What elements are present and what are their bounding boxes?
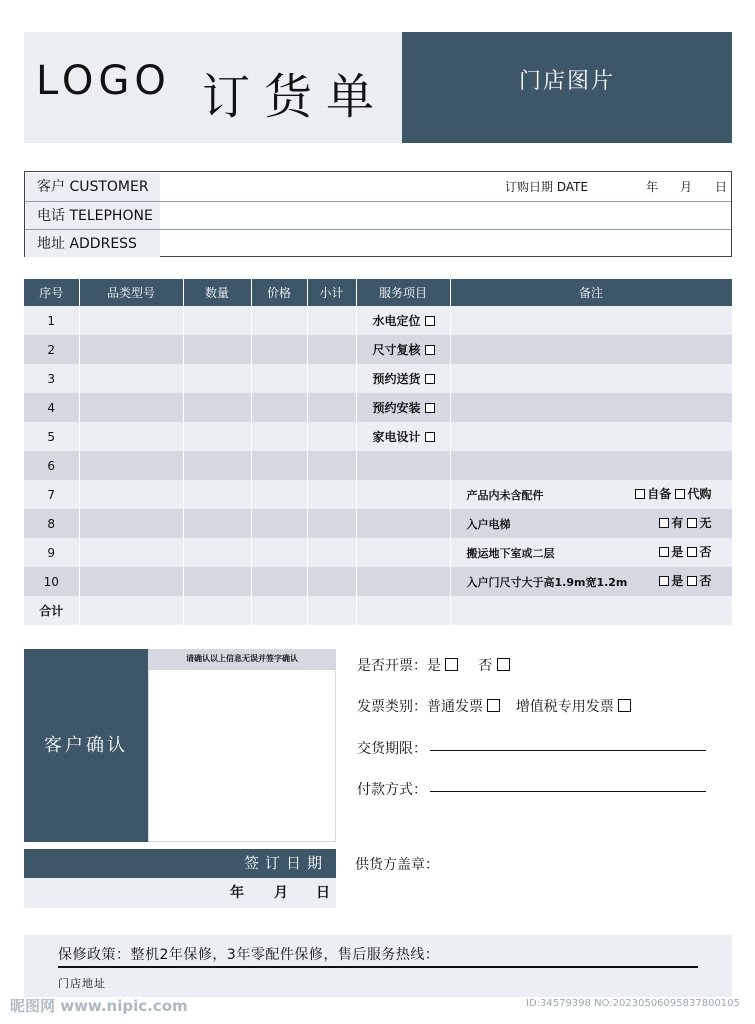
note-label: 入户电梯 — [466, 517, 511, 531]
service-cell — [356, 422, 450, 451]
page-title: 订货单 — [202, 69, 389, 125]
invoice-question — [357, 655, 512, 675]
total-cell[interactable] — [450, 596, 732, 625]
model-cell[interactable] — [79, 509, 183, 538]
row-no: 6 — [24, 451, 79, 480]
table-row — [24, 480, 732, 509]
service-cell — [356, 364, 450, 393]
order-date-label: 签订日期 — [24, 849, 336, 878]
qty-cell[interactable] — [183, 567, 251, 596]
checkbox[interactable] — [425, 403, 435, 413]
model-cell[interactable] — [79, 335, 183, 364]
price-cell[interactable] — [251, 306, 307, 335]
col-header-no: 序号 — [24, 279, 79, 306]
table-row — [24, 567, 732, 596]
row-no: 8 — [24, 509, 79, 538]
signature-box[interactable] — [148, 669, 336, 842]
qty-cell[interactable] — [183, 422, 251, 451]
note-cell[interactable] — [450, 306, 732, 335]
option-label: 是 — [671, 545, 684, 559]
note-cell[interactable] — [450, 422, 732, 451]
service-label: 尺寸复核 — [372, 343, 421, 357]
qty-cell[interactable] — [183, 538, 251, 567]
table-row — [24, 335, 732, 364]
table-row — [24, 509, 732, 538]
model-cell[interactable] — [79, 306, 183, 335]
row-no: 9 — [24, 538, 79, 567]
delivery-field[interactable] — [430, 750, 706, 751]
warranty-text: 保修政策：整机2年保修，3年零配件保修，售后服务热线： — [58, 947, 440, 963]
row-no: 4 — [24, 393, 79, 422]
total-cell[interactable] — [356, 596, 450, 625]
note-cell — [450, 509, 732, 538]
subtotal-cell[interactable] — [307, 538, 356, 567]
service-cell[interactable] — [356, 509, 450, 538]
invoice-no-label: 否 — [478, 658, 493, 674]
price-cell[interactable] — [251, 538, 307, 567]
table-header — [24, 279, 732, 306]
option-label: 无 — [699, 516, 712, 530]
checkbox[interactable] — [675, 489, 685, 499]
service-cell — [356, 393, 450, 422]
address-row[interactable] — [25, 229, 731, 257]
row-no: 2 — [24, 335, 79, 364]
table-row — [24, 393, 732, 422]
subtotal-cell[interactable] — [307, 306, 356, 335]
service-label: 预约安装 — [372, 401, 421, 415]
service-cell[interactable] — [356, 567, 450, 596]
invoice-type-label: 发票类别：普通发票 — [357, 699, 483, 715]
payment-label: 付款方式： — [357, 782, 427, 798]
checkbox[interactable] — [687, 576, 697, 586]
total-cell[interactable] — [251, 596, 307, 625]
option-label: 代购 — [687, 487, 712, 501]
table-row — [24, 364, 732, 393]
qty-cell[interactable] — [183, 393, 251, 422]
logo: LOGO — [36, 58, 171, 104]
option-label: 有 — [671, 516, 684, 530]
seal-label: 供货方盖章： — [355, 857, 439, 873]
subtotal-cell[interactable] — [307, 567, 356, 596]
qty-cell[interactable] — [183, 509, 251, 538]
footer-divider — [58, 966, 698, 968]
subtotal-cell[interactable] — [307, 480, 356, 509]
checkbox[interactable] — [659, 547, 669, 557]
date-year: 年 — [646, 180, 659, 194]
service-cell[interactable] — [356, 480, 450, 509]
checkbox[interactable] — [445, 658, 458, 671]
total-row — [24, 596, 732, 625]
row-no: 7 — [24, 480, 79, 509]
table-row — [24, 422, 732, 451]
col-header-model: 品类型号 — [79, 279, 183, 306]
note-cell[interactable] — [450, 335, 732, 364]
model-cell[interactable] — [79, 393, 183, 422]
row-no: 3 — [24, 364, 79, 393]
service-label: 预约送货 — [372, 372, 421, 386]
qty-cell[interactable] — [183, 451, 251, 480]
table-row — [24, 451, 732, 480]
subtotal-cell[interactable] — [307, 509, 356, 538]
service-cell[interactable] — [356, 451, 450, 480]
table-row — [24, 538, 732, 567]
customer-label: 客户 CUSTOMER — [25, 173, 160, 201]
customer-info-box — [24, 171, 732, 257]
option-label: 是 — [671, 574, 684, 588]
order-date-label: 订购日期 DATE — [505, 180, 589, 194]
sign-year: 年 — [230, 885, 244, 901]
qty-cell[interactable] — [183, 335, 251, 364]
note-cell[interactable] — [450, 364, 732, 393]
table-row — [24, 306, 732, 335]
checkbox[interactable] — [659, 576, 669, 586]
watermark-id: ID:34579398 NO:20230506095837800105 — [526, 998, 740, 1009]
sign-month: 月 — [274, 885, 288, 901]
service-cell[interactable] — [356, 538, 450, 567]
checkbox[interactable] — [687, 547, 697, 557]
price-cell[interactable] — [251, 335, 307, 364]
invoice-yes-label: 是否开票：是 — [357, 658, 441, 674]
price-cell[interactable] — [251, 509, 307, 538]
sign-day: 日 — [316, 885, 330, 901]
total-cell[interactable] — [79, 596, 183, 625]
date-day: 日 — [715, 180, 728, 194]
signature-hint: 请确认以上信息无误并签字确认 — [148, 649, 336, 669]
row-no: 10 — [24, 567, 79, 596]
subtotal-cell[interactable] — [307, 393, 356, 422]
telephone-label: 电话 TELEPHONE — [25, 202, 160, 229]
note-label: 产品内未含配件 — [466, 488, 544, 502]
watermark-site: 昵图网 www.nipic.com — [10, 997, 188, 1015]
address-label: 地址 ADDRESS — [25, 230, 160, 257]
order-date-fields[interactable] — [24, 878, 336, 908]
note-cell[interactable] — [450, 451, 732, 480]
note-options — [659, 567, 711, 596]
price-cell[interactable] — [251, 480, 307, 509]
col-header-qty: 数量 — [183, 279, 251, 306]
model-cell[interactable] — [79, 422, 183, 451]
date-month: 月 — [680, 180, 693, 194]
checkbox[interactable] — [425, 345, 435, 355]
checkbox[interactable] — [635, 489, 645, 499]
payment-field[interactable] — [430, 791, 706, 792]
checkbox[interactable] — [487, 699, 500, 712]
price-cell[interactable] — [251, 422, 307, 451]
note-options — [659, 509, 711, 538]
qty-cell[interactable] — [183, 306, 251, 335]
note-cell — [450, 480, 732, 509]
service-cell — [356, 335, 450, 364]
checkbox[interactable] — [425, 432, 435, 442]
delivery-label: 交货期限： — [357, 741, 427, 757]
service-label: 家电设计 — [372, 430, 421, 444]
col-header-service: 服务项目 — [356, 279, 450, 306]
customer-confirm-label: 客户确认 — [24, 649, 148, 842]
note-label: 搬运地下室或二层 — [466, 546, 555, 560]
subtotal-cell[interactable] — [307, 422, 356, 451]
option-label: 自备 — [647, 487, 672, 501]
note-options — [659, 538, 711, 567]
invoice-type — [357, 696, 633, 716]
store-image-label: 门店图片 — [518, 69, 615, 94]
col-header-subtotal: 小计 — [307, 279, 356, 306]
subtotal-cell[interactable] — [307, 364, 356, 393]
subtotal-cell[interactable] — [307, 335, 356, 364]
subtotal-cell[interactable] — [307, 451, 356, 480]
note-options — [635, 480, 711, 509]
model-cell[interactable] — [79, 451, 183, 480]
price-cell[interactable] — [251, 567, 307, 596]
total-cell[interactable] — [307, 596, 356, 625]
model-cell[interactable] — [79, 364, 183, 393]
price-cell[interactable] — [251, 393, 307, 422]
order-table — [24, 279, 733, 625]
customer-row[interactable] — [25, 173, 731, 201]
model-cell[interactable] — [79, 538, 183, 567]
telephone-row[interactable] — [25, 201, 731, 229]
service-cell — [356, 306, 450, 335]
model-cell[interactable] — [79, 567, 183, 596]
note-cell — [450, 538, 732, 567]
option-label: 否 — [699, 574, 712, 588]
note-label: 入户门尺寸大于高1.9m宽1.2m — [466, 575, 628, 589]
qty-cell[interactable] — [183, 364, 251, 393]
qty-cell[interactable] — [183, 480, 251, 509]
price-cell[interactable] — [251, 451, 307, 480]
price-cell[interactable] — [251, 364, 307, 393]
col-header-price: 价格 — [251, 279, 307, 306]
model-cell[interactable] — [79, 480, 183, 509]
option-label: 否 — [699, 545, 712, 559]
total-label: 合计 — [24, 596, 79, 625]
checkbox[interactable] — [687, 518, 697, 528]
store-address: 门店地址 — [58, 977, 106, 990]
checkbox[interactable] — [497, 658, 510, 671]
checkbox[interactable] — [425, 374, 435, 384]
total-cell[interactable] — [183, 596, 251, 625]
checkbox[interactable] — [425, 316, 435, 326]
checkbox[interactable] — [659, 518, 669, 528]
row-no: 5 — [24, 422, 79, 451]
col-header-note: 备注 — [450, 279, 732, 306]
note-cell[interactable] — [450, 393, 732, 422]
invoice-vat-label: 增值税专用发票 — [515, 699, 614, 715]
checkbox[interactable] — [618, 699, 631, 712]
service-label: 水电定位 — [372, 314, 421, 328]
note-cell — [450, 567, 732, 596]
row-no: 1 — [24, 306, 79, 335]
